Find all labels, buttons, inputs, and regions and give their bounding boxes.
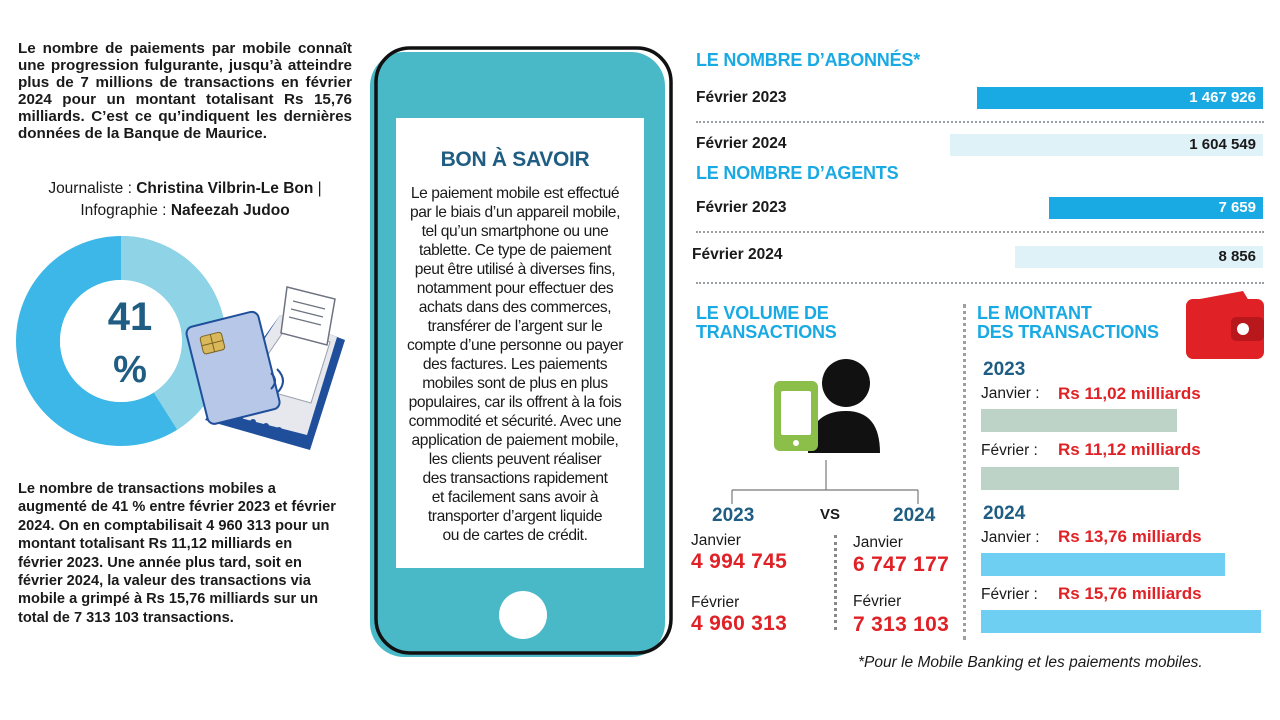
subscribers-title: LE NOMBRE D’ABONNÉS* xyxy=(696,50,921,70)
agents-title: LE NOMBRE D’AGENTS xyxy=(696,163,899,183)
subscribers-label-2024: Février 2024 xyxy=(696,135,787,152)
volume-year-2023: 2023 xyxy=(712,505,755,526)
bon-a-savoir-line: mobiles sont de plus en plus xyxy=(422,375,608,392)
amount-title-line2: DES TRANSACTIONS xyxy=(977,322,1159,342)
amount-title xyxy=(977,304,1159,342)
agents-label-2023: Février 2023 xyxy=(696,199,787,216)
bon-a-savoir-line: par le biais d’un appareil mobile, xyxy=(409,204,621,221)
payment-terminal-icon xyxy=(185,285,360,455)
bon-a-savoir-text xyxy=(380,184,650,545)
intro-text: Le nombre de paiements par mobile connaît une progression fulgurante, jusqu’à atteindre plus de 7 millions de transactions en février 2024 pour un montant totalisant Rs 15,76 milliards. C’est ce qu’indiquent les dernières données de la Banque de Maurice. xyxy=(18,40,352,142)
divider-dotted xyxy=(696,231,1264,233)
bon-a-savoir-line: tel qu’un smartphone ou une xyxy=(421,223,609,240)
volume-title xyxy=(696,304,837,342)
volume-feb-label-2023: Février xyxy=(691,594,740,611)
amount-jan-2023-label: Janvier : xyxy=(981,385,1040,402)
amount-bar-feb-2023 xyxy=(981,467,1179,490)
volume-title-line1: LE VOLUME DE xyxy=(696,303,829,323)
credit-separator: | xyxy=(317,180,322,197)
volume-feb-label-2024: Février xyxy=(853,593,902,610)
amount-bar-jan-2023 xyxy=(981,409,1177,432)
volume-feb-2023: 4 960 313 xyxy=(691,612,788,635)
bon-a-savoir-line: notamment pour effectuer des xyxy=(416,280,614,297)
amount-feb-2024-label: Février : xyxy=(981,586,1038,603)
bon-a-savoir-box xyxy=(380,140,650,560)
volume-title-line2: TRANSACTIONS xyxy=(696,322,837,342)
donut-percent: % xyxy=(113,349,147,391)
volume-jan-2023: 4 994 745 xyxy=(691,550,788,573)
subscribers-bar-2024: 1 604 549 xyxy=(950,134,1263,156)
journalist-name: Christina Vilbrin-Le Bon xyxy=(136,180,314,197)
credits xyxy=(18,178,352,222)
agents-label-2024: Février 2024 xyxy=(692,246,783,263)
volume-year-2024: 2024 xyxy=(893,505,936,526)
agents-bar-2024: 8 856 xyxy=(1015,246,1263,268)
bon-a-savoir-title: BON À SAVOIR xyxy=(440,148,590,171)
summary-paragraph: Le nombre de transactions mobiles a augmenté de 41 % entre février 2023 et février 2024. On en comptabilisait 4 960 313 pour un montant totalisant Rs 11,12 milliards en février 2023. Une année plus tard, soit en février 2024, la valeur des transactions via mobile a grimpé à Rs 15,76 milliards sur un total de 7 313 103 transactions. xyxy=(18,481,336,626)
bon-a-savoir-line: transférer de l’argent sur le xyxy=(427,318,603,335)
amount-jan-2024-label: Janvier : xyxy=(981,529,1040,546)
bon-a-savoir-line: les clients peuvent réaliser xyxy=(428,451,602,468)
bon-a-savoir-line: et facilement sans avoir à xyxy=(431,489,599,506)
amount-year-2023: 2023 xyxy=(983,359,1026,380)
amount-feb-2023-label: Février : xyxy=(981,442,1038,459)
user-head-icon xyxy=(822,359,870,407)
amount-title-line1: LE MONTANT xyxy=(977,303,1092,323)
amount-year-2024: 2024 xyxy=(983,503,1026,524)
volume-jan-label-2024: Janvier xyxy=(853,534,903,551)
volume-jan-label-2023: Janvier xyxy=(691,532,741,549)
amount-feb-2023-value: Rs 11,12 milliards xyxy=(1058,440,1201,459)
user-body-icon xyxy=(808,411,880,453)
infographic-name: Nafeezah Judoo xyxy=(170,202,290,219)
bon-a-savoir-line: ou de cartes de crédit. xyxy=(442,527,588,544)
wallet-icon xyxy=(1183,287,1268,363)
agents-bar-2023: 7 659 xyxy=(1049,197,1263,219)
journalist-label: Journaliste : xyxy=(48,180,132,197)
bon-a-savoir-line: populaires, car ils offrent à la fois xyxy=(408,394,622,411)
bon-a-savoir-line: achats dans des commerces, xyxy=(418,299,612,316)
comparison-connector xyxy=(720,460,940,510)
divider-dotted xyxy=(696,282,1264,284)
amount-bar-jan-2024 xyxy=(981,553,1225,576)
vs-label: VS xyxy=(820,506,841,523)
volume-jan-2024: 6 747 177 xyxy=(853,553,950,576)
bon-a-savoir-line: tablette. Ce type de paiement xyxy=(418,242,612,259)
bon-a-savoir-line: Le paiement mobile est effectué xyxy=(410,185,620,202)
bon-a-savoir-line: transporter d’argent liquide xyxy=(427,508,603,525)
bon-a-savoir-line: commodité et sécurité. Avec une xyxy=(408,413,622,430)
volume-divider xyxy=(834,535,837,630)
divider-dotted xyxy=(696,121,1264,123)
bon-a-savoir-line: des factures. Les paiements xyxy=(422,356,608,373)
amount-jan-2024-value: Rs 13,76 milliards xyxy=(1058,527,1202,546)
donut-value: 41 xyxy=(107,295,153,339)
infographic-label: Infographie : xyxy=(80,202,167,219)
volume-feb-2024: 7 313 103 xyxy=(853,613,950,636)
amount-feb-2024-value: Rs 15,76 milliards xyxy=(1058,584,1202,603)
bon-a-savoir-line: peut être utilisé à diverses fins, xyxy=(414,261,616,278)
amount-bar-feb-2024 xyxy=(981,610,1261,633)
subscribers-label-2023: Février 2023 xyxy=(696,89,787,106)
section-divider xyxy=(963,304,966,640)
amount-jan-2023-value: Rs 11,02 milliards xyxy=(1058,384,1201,403)
user-phone-icon xyxy=(768,355,883,455)
bon-a-savoir-line: compte d’une personne ou payer xyxy=(407,337,623,354)
subscribers-bar-2023: 1 467 926 xyxy=(977,87,1263,109)
footnote: *Pour le Mobile Banking et les paiements mobiles. xyxy=(858,654,1203,671)
bon-a-savoir-line: des transactions rapidement xyxy=(422,470,608,487)
bon-a-savoir-line: application de paiement mobile, xyxy=(411,432,619,449)
phone-home-button xyxy=(499,591,547,639)
